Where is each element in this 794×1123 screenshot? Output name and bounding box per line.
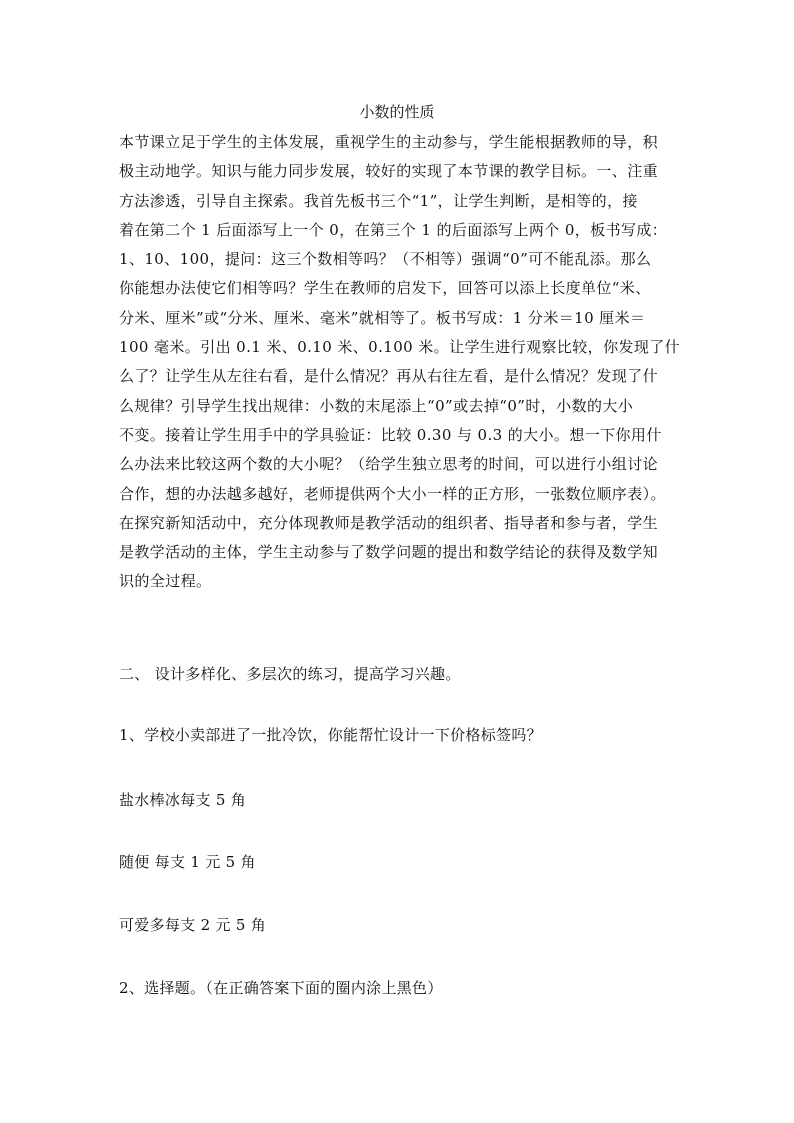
text-line: 不变。接着让学生用手中的学具验证：比较 0.30 与 0.3 的大小。想一下你用什: [119, 425, 662, 444]
text-line: 么了？让学生从左往右看，是什么情况？再从右往左看，是什么情况？发现了什: [119, 367, 659, 386]
text-line: 是教学活动的主体，学生主动参与了数学问题的提出和数学结论的获得及数学知: [119, 543, 659, 562]
text-line: 你能想办法使它们相等吗？学生在教师的启发下，回答可以添上长度单位“米、: [119, 279, 651, 298]
text-line: 极主动地学。知识与能力同步发展，较好的实现了本节课的教学目标。一、注重: [119, 162, 659, 181]
text-line: 100 毫米。引出 0.1 米、0.10 米、0.100 米。让学生进行观察比较，你发现了什: [119, 338, 681, 357]
text-line: 本节课立足于学生的主体发展，重视学生的主动参与，学生能根据教师的导，积: [119, 133, 659, 151]
text-line: 分米、厘米”或“分米、厘米、毫米”就相等了。板书写成：1 分米＝10 厘米＝: [119, 308, 646, 327]
document-title: 小数的性质: [359, 103, 435, 121]
price-item: 随便 每支 1 元 5 角: [119, 853, 256, 871]
price-item: 盐水棒冰每支 5 角: [119, 791, 247, 809]
text-line: 么规律？引导学生找出规律：小数的末尾添上“0”或去掉“0”时，小数的大小: [119, 396, 634, 415]
section-heading: 二、 设计多样化、多层次的练习，提高学习兴趣。: [119, 665, 461, 683]
price-item: 可爱多每支 2 元 5 角: [119, 916, 267, 934]
text-line: 合作，想的办法越多越好，老师提供两个大小一样的正方形，一张数位顺序表）。: [119, 484, 666, 503]
text-line: 在探究新知活动中，充分体现教师是教学活动的组织者、指导者和参与者，学生: [119, 513, 659, 532]
text-line: 1、10、100，提问：这三个数相等吗？（不相等）强调“0”可不能乱添。那么: [119, 250, 652, 269]
question-1: 1、学校小卖部进了一批冷饮，你能帮忙设计一下价格标签吗？: [119, 726, 542, 744]
text-line: 么办法来比较这两个数的大小呢？（给学生独立思考的时间，可以进行小组讨论: [119, 455, 659, 474]
question-2: 2、选择题。（在正确答案下面的圈内涂上黑色）: [119, 979, 443, 997]
intro-paragraph: [119, 128, 679, 597]
text-line: 方法渗透，引导自主探索。我首先板书三个“1”，让学生判断，是相等的，接: [119, 191, 638, 210]
text-line: 识的全过程。: [119, 572, 212, 591]
text-line: 着在第二个 1 后面添写上一个 0，在第三个 1 的后面添写上两个 0，板书写成：: [119, 220, 668, 239]
